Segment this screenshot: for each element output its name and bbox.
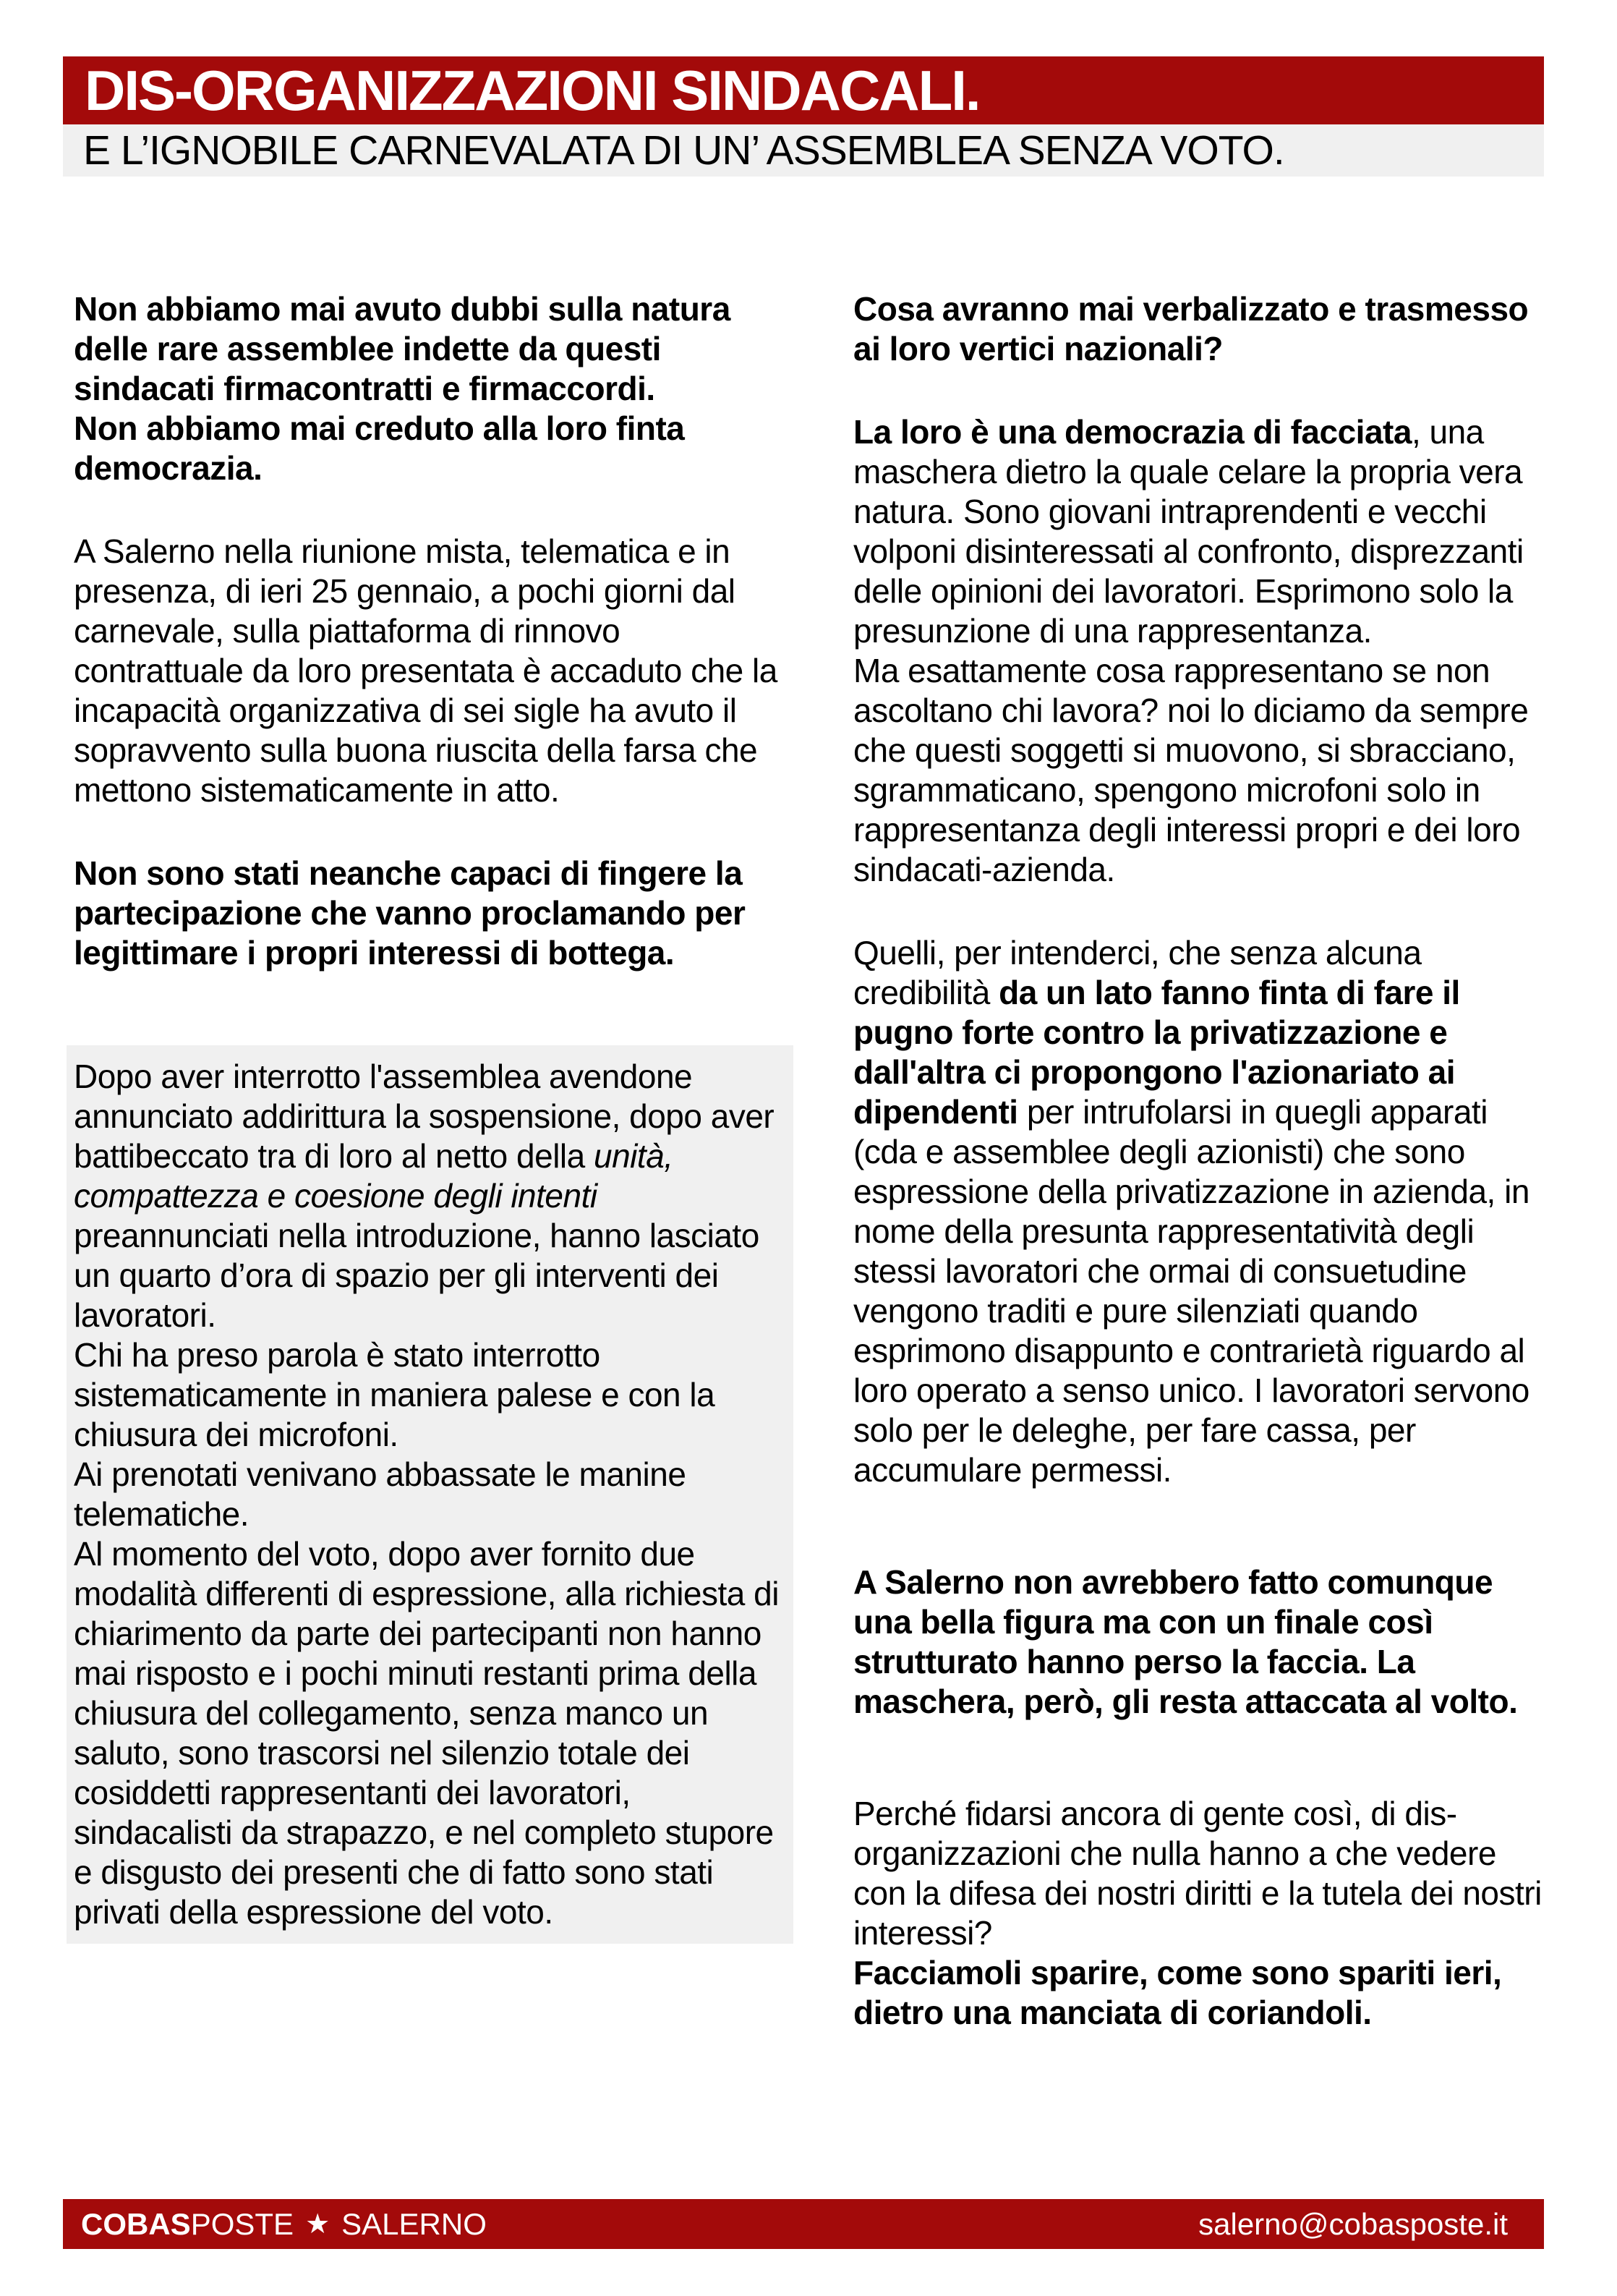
footer-email-link[interactable]: salerno@cobasposte.it [1198,2206,1508,2241]
paragraph [853,933,1549,1490]
text-block [74,854,786,973]
text-run: Chi ha preso parola è stato interrotto sistematicamente in maniera palese e con la chiusura dei microfoni. [74,1336,715,1453]
footer-bar [63,2199,1544,2249]
text-block [853,1794,1549,2033]
text-block [74,532,786,810]
page-title: DIS-ORGANIZZAZIONI SINDACALI. [85,59,980,122]
text-run: Non abbiamo mai creduto alla loro finta democrazia. [74,409,685,487]
text-run: A Salerno nella riunione mista, telematica e in presenza, di ieri 25 gennaio, a pochi giorni dal carnevale, sulla piattaforma di rinnovo contrattuale da loro presentata è accaduto che la incapacità organizzativa di sei sigle ha avuto il sopravvento sulla buona riuscita della farsa che mettono sistematicamente in atto. [74,532,777,809]
text-run: Facciamoli sparire, come sono spariti ieri, dietro una manciata di coriandoli. [853,1954,1502,2031]
text-run: per intrufolarsi in quegli apparati (cda e assemblee degli azionisti) che sono espressione della privatizzazione in azienda, in nome della presunta rappresentatività degli stessi lavoratori che ormai di consuetudine vengono traditi e pure silenziati quando esprimono disappunto e contrarietà riguardo al loro operato a senso unico. I lavoratori servono solo per le deleghe, per fare cassa, per accumulare permessi. [853,1093,1529,1489]
footer-location-label: SALERNO [341,2206,487,2241]
subtitle-bar [63,124,1544,177]
paragraph [74,532,786,810]
text-block [853,1562,1549,1722]
paragraph [74,1455,786,1534]
brand-poste-label: POSTE [190,2206,294,2241]
text-run: Perché fidarsi ancora di gente così, di dis-organizzazioni che nulla hanno a che vedere con la difesa dei nostri diritti e la tutela dei nostri interessi? [853,1795,1542,1952]
brand-cobas-label: COBAS [81,2206,191,2241]
text-run: A Salerno non avrebbero fatto comunque una bella figura ma con un finale così strutturato hanno perso la faccia. La maschera, però, gli resta attaccata al volto. [853,1563,1518,1720]
paragraph [74,289,786,409]
text-run: preannunciati nella introduzione, hanno lasciato un quarto d’ora di spazio per gli interventi dei lavoratori. [74,1217,759,1334]
text-run: da un lato fanno finta di fare il pugno forte contro la privatizzazione e dall'altra ci propongono l'azionariato ai dipendenti [853,974,1460,1131]
text-run: Non sono stati neanche capaci di fingere la partecipazione che vanno proclamando per legittimare i propri interessi di bottega. [74,854,746,971]
paragraph [74,409,786,488]
paragraph [853,412,1549,651]
text-run: Dopo aver interrotto l'assemblea avendone annunciato addirittura la sospensione, dopo aver battibeccato tra di loro al netto della [74,1058,775,1175]
text-run: Cosa avranno mai verbalizzato e trasmesso ai loro vertici nazionali? [853,290,1529,367]
paragraph [74,854,786,973]
text-block [74,289,786,488]
highlighted-text-block [67,1045,793,1944]
text-block [853,933,1549,1490]
text-run: Ai prenotati venivano abbassate le manine telematiche. [74,1455,686,1533]
text-run: Non abbiamo mai avuto dubbi sulla natura delle rare assemblee indette da questi sindacati firmacontratti e firmaccordi. [74,290,730,407]
paragraph [853,289,1549,369]
right-column [853,289,1549,2033]
text-run: unità, compattezza e coesione degli intenti [74,1137,673,1215]
paragraph [853,1953,1549,2033]
text-run: Al momento del voto, dopo aver fornito due modalità differenti di espressione, alla richiesta di chiarimento da parte dei partecipanti non hanno mai risposto e i pochi minuti restanti prima della chiusura del collegamento, senza manco un saluto, sono trascorsi nel silenzio totale dei cosiddetti rappresentanti dei lavoratori, sindacalisti da strapazzo, e nel completo stupore e disgusto dei presenti che di fatto sono stati privati della espressione del voto. [74,1535,779,1931]
text-block [853,412,1549,890]
paragraph [853,1794,1549,1953]
paragraph [74,1057,786,1335]
text-run: Ma esattamente cosa rappresentano se non ascoltano chi lavora? noi lo diciamo da sempre che questi soggetti si muovono, si sbracciano, sgrammaticano, spengono microfoni solo in rappresentanza degli interessi propri e dei loro sindacati-azienda. [853,652,1529,888]
text-run: Quelli, per intenderci, che senza alcuna credibilità [853,934,1422,1011]
paragraph [853,1562,1549,1722]
paragraph [74,1335,786,1455]
text-run: , una maschera dietro la quale celare la propria vera natura. Sono giovani intraprendenti e vecchi volponi disinteressati al confronto, disprezzanti delle opinioni dei lavoratori. Esprimono solo la presunzione di una rappresentanza. [853,413,1524,650]
header-bar [63,56,1544,124]
star-icon: ★ [305,2209,330,2240]
text-run: La loro è una democrazia di facciata [853,413,1412,451]
paragraph [853,651,1549,890]
text-block [853,289,1549,369]
page-subtitle: E L’IGNOBILE CARNEVALATA DI UN’ ASSEMBLEA SENZA VOTO. [83,127,1284,174]
left-column [74,289,786,1944]
paragraph [74,1534,786,1932]
footer-brand [81,2207,487,2242]
